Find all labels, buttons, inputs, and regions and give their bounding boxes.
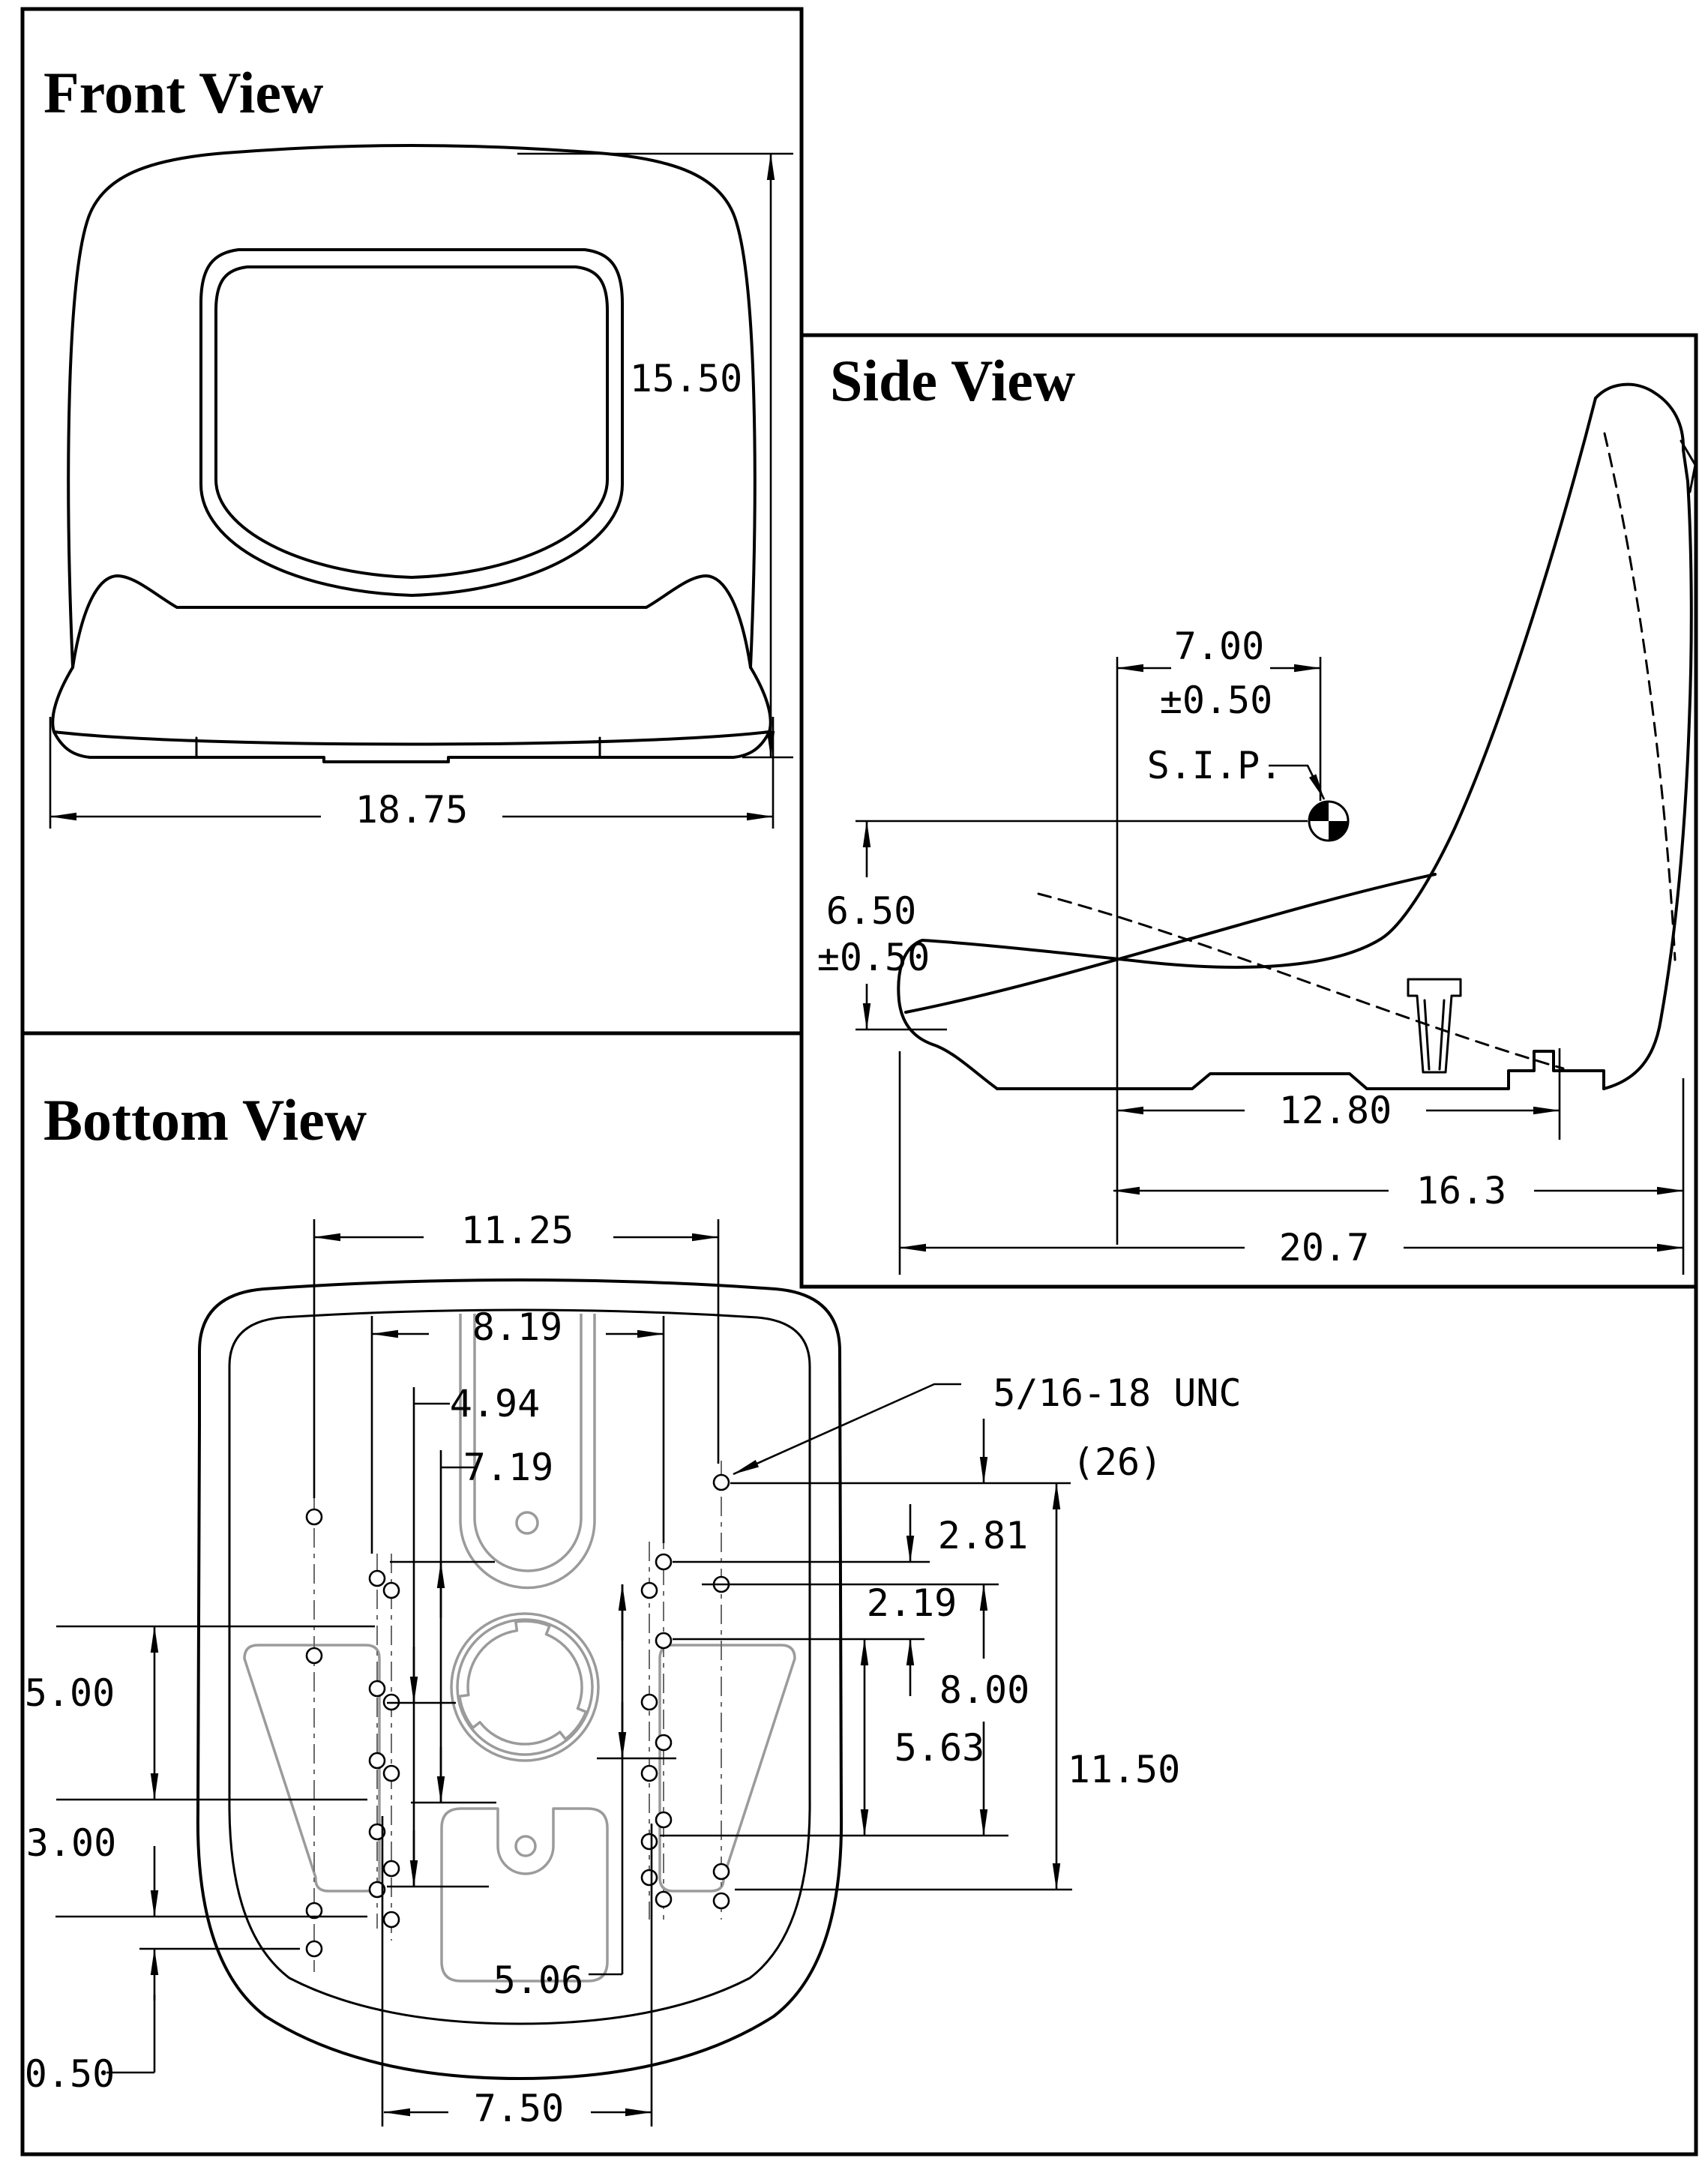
center-dim-text: 5.06 — [493, 1959, 584, 2002]
panel-borders — [22, 9, 1696, 2154]
backrest-inset-inner — [216, 267, 607, 577]
front-view-title: Front View — [43, 60, 324, 125]
side-height-text: 6.50 — [826, 889, 917, 933]
side-height-tol-text: ±0.50 — [817, 936, 930, 979]
base-profile — [997, 1051, 1604, 1089]
keyhole-slot-hole — [517, 1512, 538, 1533]
sip-setback-tol-text: ±0.50 — [1159, 679, 1273, 722]
right-b-text: 2.19 — [866, 1581, 957, 1625]
width-inner-text: 8.19 — [472, 1305, 563, 1349]
rear-bracket-hole — [516, 1836, 535, 1856]
offset-b-text: 7.19 — [463, 1446, 554, 1489]
pivot-ring-outer — [451, 1614, 598, 1761]
pan-seam — [906, 874, 1435, 1012]
right-c-text: 8.00 — [939, 1668, 1030, 1712]
depth-overall-text: 20.7 — [1278, 1226, 1370, 1269]
left-c-text: 0.50 — [24, 2052, 115, 2096]
side-view — [817, 348, 1695, 1275]
side-dim-sip-setback — [1117, 625, 1320, 1245]
bottom-dim-text: 7.50 — [473, 2087, 565, 2130]
right-recess — [660, 1645, 795, 1891]
right-e-text: 11.50 — [1067, 1748, 1181, 1791]
right-d-text: 5.63 — [894, 1726, 985, 1770]
sip-marker — [1147, 744, 1348, 841]
rail-span-text: 12.80 — [1278, 1089, 1392, 1132]
left-b-text: 3.00 — [25, 1821, 117, 1865]
bottom-view-title: Bottom View — [43, 1087, 367, 1152]
left-recess — [244, 1645, 379, 1891]
front-dim-height-text: 15.50 — [629, 357, 743, 400]
thread-spec-text: 5/16-18 UNC — [993, 1371, 1242, 1415]
bottom-view — [25, 1087, 1242, 2130]
left-a-text: 5.00 — [24, 1671, 115, 1715]
depth-mid-text: 16.3 — [1416, 1169, 1507, 1212]
right-a-text: 2.81 — [937, 1514, 1029, 1557]
backrest-rear-edge — [1596, 385, 1692, 1089]
bottom-dim-center — [493, 1584, 676, 2002]
sip-label: S.I.P. — [1146, 744, 1283, 787]
side-view-title: Side View — [830, 348, 1076, 413]
sip-setback-text: 7.00 — [1173, 625, 1265, 668]
bottom-right-dims — [660, 1419, 1180, 1890]
belt-tab — [1408, 979, 1461, 1072]
backrest-inset-outer — [201, 250, 622, 595]
front-view-panel-border — [22, 9, 802, 1033]
front-view — [43, 60, 793, 832]
side-dim-depth-overall — [900, 1051, 1683, 1275]
thread-qty-text: (26) — [1071, 1440, 1163, 1484]
side-seat-outline — [898, 385, 1695, 1089]
backrest-seam — [1605, 433, 1675, 960]
side-dim-rail-span — [1117, 1048, 1560, 1140]
width-outer-text: 11.25 — [460, 1209, 574, 1252]
mounting-holes — [307, 1475, 729, 1956]
front-seat-outline — [52, 145, 770, 762]
front-dim-width — [50, 717, 773, 832]
rear-bracket-plate — [442, 1809, 607, 1981]
side-dim-depth-mid — [1113, 1078, 1683, 1275]
offset-a-text: 4.94 — [449, 1382, 541, 1425]
side-view-panel-border — [802, 335, 1696, 1287]
front-dim-width-text: 18.75 — [355, 788, 469, 832]
